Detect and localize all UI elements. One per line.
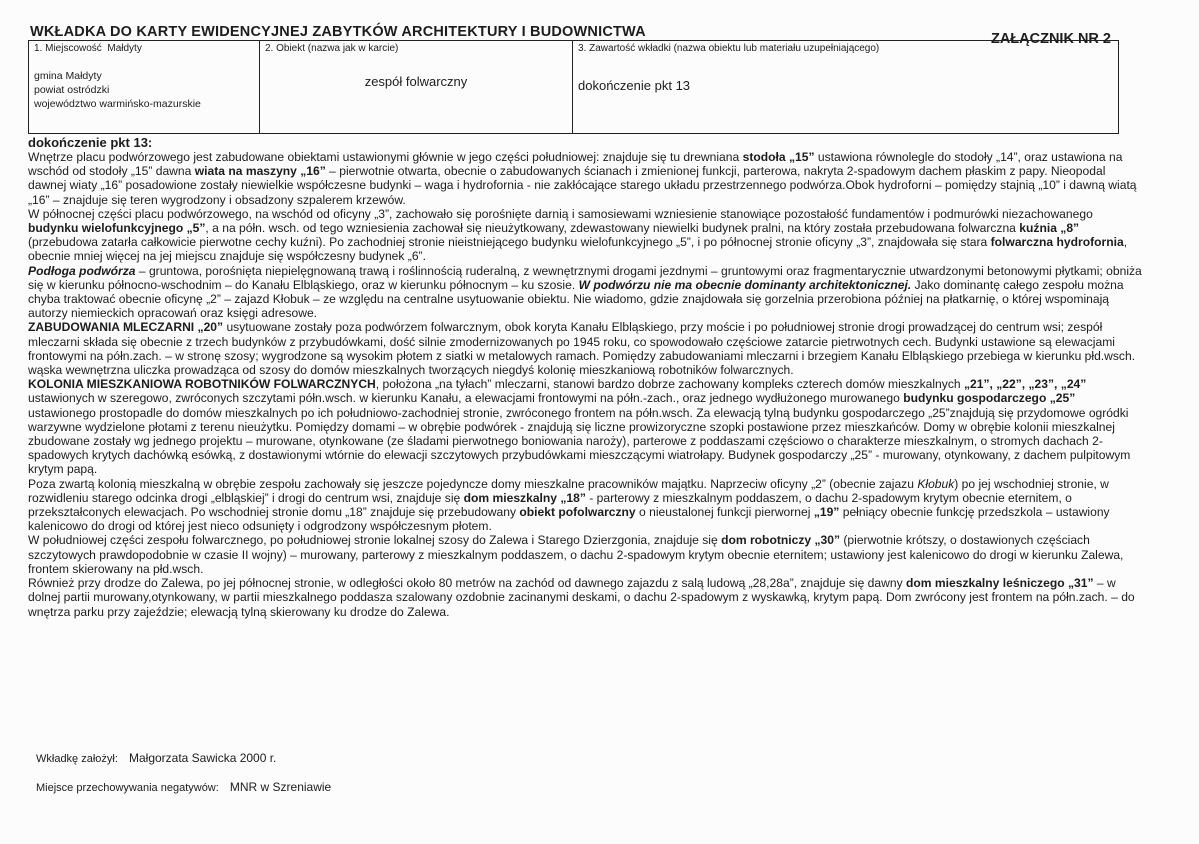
paragraph: [28, 533, 1143, 576]
text-run: wiata na maszyny „16”: [194, 164, 326, 179]
text-run: W podwórzu nie ma obecnie dominanty architektonicznej.: [578, 277, 912, 292]
text-run: W południowej części zespołu folwarcznego, po południowej stronie lokalnej szosy do Zalewa i Starego Dzierzgonia, znajduje się: [28, 533, 722, 548]
paragraph: [28, 207, 1143, 264]
text-run: , położona „na tyłach” mleczarni, stanowi bardzo dobrze zachowany kompleks czterech domów mieszkalnych: [375, 377, 964, 392]
text-run: – w dolnej partii murowany,otynkowany, w partii mieszkalnego poddasza szalowany ozdobnie zacinanymi deskami, o dachu 2-spadowym z wyskawką, krytym papą. Dom zwrócony jest frontem na półn.zach. – do wnętrza parku przy zajeździe; elewacją tylną skierowany ku drodze do Zalewa.: [28, 576, 1135, 619]
text-run: Podłoga podwórza: [28, 263, 136, 278]
text-run: – gruntowa, porośnięta niepielęgnowaną trawą i roślinnością ruderalną, z wewnętrznymi drogami jezdnymi – gruntowymi oraz fragmentarycznie utwardzonymi betonowymi płytkami; obniża się w kierunku północno-wschodnim – do Kanału Elbląskiego, oraz w kierunku północnym – ku szosie.: [28, 263, 1142, 292]
text-run: dom mieszkalny „18”: [463, 490, 586, 505]
storage-label: Miejsce przechowywania negatywów:: [36, 782, 219, 794]
text-run: W północnej części placu podwórzowego, na wschód od oficyny „3”, zachowało się porośnięte darnią i samosiewami wzniesienie stanowiące pozostałość fundamentów i podmurówki niezachowanego: [28, 206, 1093, 221]
locality-field: [29, 41, 260, 133]
gmina-line: gmina Małdyty: [34, 70, 102, 82]
text-run: – pierwotnie otwarta, obecnie o zabudowanych ścianach i zmienionej funkcji, parterowa, nakryta 2-spadowym dachem płaskim z papy. Nieopodal dawnej wiaty „16” posadowione zostały niewielkie współczesne budynki – waga i hydrofornia - nie zakłócające starego układu przestrzennego podwórza.Obok hydroforni – pomiędzy stajnią „10” i dawną wiatą „16” – znajduje się teren wygrodzony i obsadzony szpalerem krzewów.: [28, 164, 1137, 207]
text-run: o nieustalonej funkcji pierwornej: [635, 505, 814, 520]
header-fields-table: [28, 40, 1119, 134]
contents-field: [573, 41, 1118, 133]
paragraph: [28, 576, 1143, 619]
text-run: Poza zwartą kolonią mieszkalną w obrębie zespołu zachowały się jeszcze pojedyncze domy mieszkalne pracowników majątku. Naprzeciw oficyny „2” (obecnie zajazu: [28, 476, 918, 491]
voivodeship-line: województwo warmińsko-mazurskie: [34, 98, 201, 110]
paragraph: [28, 377, 1143, 476]
text-run: stodoła „15”: [742, 150, 815, 164]
paragraph: [28, 150, 1143, 207]
powiat-line: powiat ostródzki: [34, 84, 110, 96]
text-run: Kłobuk: [917, 476, 955, 491]
text-run: , a na półn. wsch. od tego wzniesienia zachował się nieużytkowany, zdewastowany niewielki budynek pralni, na który została przebudowana folwarczna: [205, 221, 1020, 236]
locality-value: Małdyty: [107, 43, 142, 54]
text-run: usytuowane zostały poza podwórzem folwarcznym, obok koryta Kanału Elbląskiego, przy moście i po południowej stronie drogi prowadzącej do centrum wsi; zespół mleczarni składa się obecnie z trzech budynków z przybudówkami, dość silnie zmodernizowanych po 1945 roku, co spowodowało częściowe zatarcie pietrwotnych cech. Budynki ustawione są elewacjami frontowymi na półn.zach. – w stronę szosy; wygrodzone są wysokim płotem z siatki w metalowych ramach. Pomiędzy zabudowaniami mleczarni i brzegiem Kanału Elbląskiego przebiega w kierunku płd.wsch. wąska wewnętrzna uliczka prowadząca od szosy do domów mieszkalnych tworzących niegdyś kolonię mieszkaniową robotników folwarcznych.: [28, 320, 1136, 378]
author-value: Małgorzata Sawicka 2000 r.: [128, 751, 277, 765]
text-run: ) po jej wschodniej stronie, w rozwidleniu starego odcinka drogi „elbląskiej” i drogi do centrum wsi, znajduje się: [28, 476, 1109, 505]
negatives-storage-line: [36, 780, 331, 794]
text-run: pełniący obecnie funkcję przedszkola – ustawiony kalenicowo do drogi od której jest nieco odsunięty i odgrodzony współczesnym płotem.: [28, 505, 1110, 534]
text-run: budynku wielofunkcyjnego „5”: [28, 221, 206, 236]
form-title: WKŁADKA DO KARTY EWIDENCYJNEJ ZABYTKÓW ARCHITEKTURY I BUDOWNICTWA: [30, 24, 646, 40]
text-run: folwarczna hydrofornia: [990, 235, 1124, 250]
object-field: [260, 41, 573, 133]
storage-value: MNR w Szreniawie: [229, 780, 332, 794]
paragraph: [28, 264, 1143, 321]
text-run: obiekt pofolwarczny: [519, 505, 636, 520]
text-run: KOLONIA MIESZKANIOWA ROBOTNIKÓW FOLWARCZNYCH: [28, 377, 376, 392]
text-run: Jako dominantę całego zespołu można chyba traktować obecnie oficynę „2” – zajazd Kłobuk – ze względu na centralne usytuowanie obiektu. Nie wiadomo, gdzie znajdowała się gorzelnia przerobiona później na płatkarnię, o której wspominają autorzy niemieckich opracowań oraz księgi adresowe.: [28, 277, 1124, 321]
author-label: Wkładkę założył:: [36, 753, 118, 765]
text-run: ustawiona równolegle do stodoły „14”, oraz ustawiona na wschód od stodoły „15” dawna: [28, 150, 1123, 179]
annex-number: ZAŁĄCZNIK NR 2: [990, 31, 1111, 47]
text-run: (przebudowa zatarła całkowicie pierwotne cechy kuźni). Po zachodniej stronie nieistniejącego budynku wielofunkcyjnego „5”, i po północnej stronie oficyny „3”, znajdowała się stara: [28, 235, 991, 250]
paragraph: [28, 477, 1143, 534]
object-label: 2. Obiekt (nazwa jak w karcie): [265, 43, 399, 54]
text-run: - parterowy z mieszkalnym poddaszem, o dachu 2-spadowym krytym obecnie eternitem, o przekształconych elewacjach. Po wschodniej stronie domu „18” znajduje się przebudowany: [28, 490, 1072, 520]
text-run: , obecnie mniej więcej na jej miejscu znajduje się współczesny budynek „6”.: [28, 235, 1128, 264]
text-run: ustawionego prostopadle do domów mieszkalnych po ich południowo-zachodniej stronie, zwróconego frontem na półn.wsch. Za elewacją tylną budynku gospodarczego „25”znajdują się przydomowe ogródki warzywne wydzielone płotami z terenu nieużytku. Pomiędzy domami – w obrębie podwórek - znajdują się liczne prowizoryczne szopki postawione przez mieszkańców. Domy w obrębie kolonii mieszkalnej zbudowane zostały wg jednego projektu – murowane, otynkowane (ze śladami pierwotnego boniowania naroży), parterowe z poddaszami częściowo o charakterze mieszkalnym, o stromych dachach 2-spadowych krytych dachówką esówką, z dostawionymi wtórnie do elewacji szczytowych przybudówkami mieszczącymi wiatrołapy. Budynek gospodarczy „25” - murowany, otynkowany, z dachem pulpitowym krytym papą.: [28, 405, 1131, 477]
text-run: dom mieszkalny leśniczego „31”: [905, 576, 1094, 591]
paragraph: [28, 320, 1143, 377]
contents-value: dokończenie pkt 13: [578, 78, 691, 93]
text-run: ZABUDOWANIA MLECZARNI „20”: [28, 320, 224, 335]
section-heading: dokończenie pkt 13:: [28, 135, 153, 150]
text-run: „19”: [813, 505, 840, 520]
text-run: kuźnia „8”: [1019, 221, 1080, 236]
text-run: dom robotniczy „30”: [721, 533, 841, 548]
object-value: zespół folwarczny: [364, 74, 468, 89]
author-line: [36, 751, 276, 765]
contents-label: 3. Zawartość wkładki (nazwa obiektu lub materiału uzupełniającego): [578, 43, 880, 54]
text-run: Wnętrze placu podwórzowego jest zabudowane obiektami ustawionymi głównie w jego części południowej: znajduje się tu drewniana: [28, 150, 743, 164]
text-run: (pierwotnie krótszy, o dostawionych częściach szczytowych prawdopodobnie w czasie II wojny) – murowany, parterowy z mieszkalnym poddaszem, o dachu 2-spadowym krytym obecnie eternitem; ustawiony jest kalenicowo do drogi w kierunku Zalewa, frontem skierowany na płd.wsch.: [28, 533, 1124, 576]
text-run: budynku gospodarczego „25”: [903, 391, 1076, 406]
text-run: Również przy drodze do Zalewa, po jej północnej stronie, w odległości około 80 metrów na zachód od dawnego zajazdu z salą ludową „28,28a”, znajduje się dawny: [28, 576, 906, 591]
text-run: ustawionych w szeregowo, zwróconych szczytami półn.wsch. w kierunku Kanału, a elewacjami frontowymi na półn.-zach., oraz jednego wydłużonego murowanego: [28, 391, 904, 406]
main-text: [28, 135, 1143, 619]
text-run: „21”, „22”, „23”, „24”: [963, 377, 1087, 392]
locality-label: 1. Miejscowość: [34, 43, 102, 54]
